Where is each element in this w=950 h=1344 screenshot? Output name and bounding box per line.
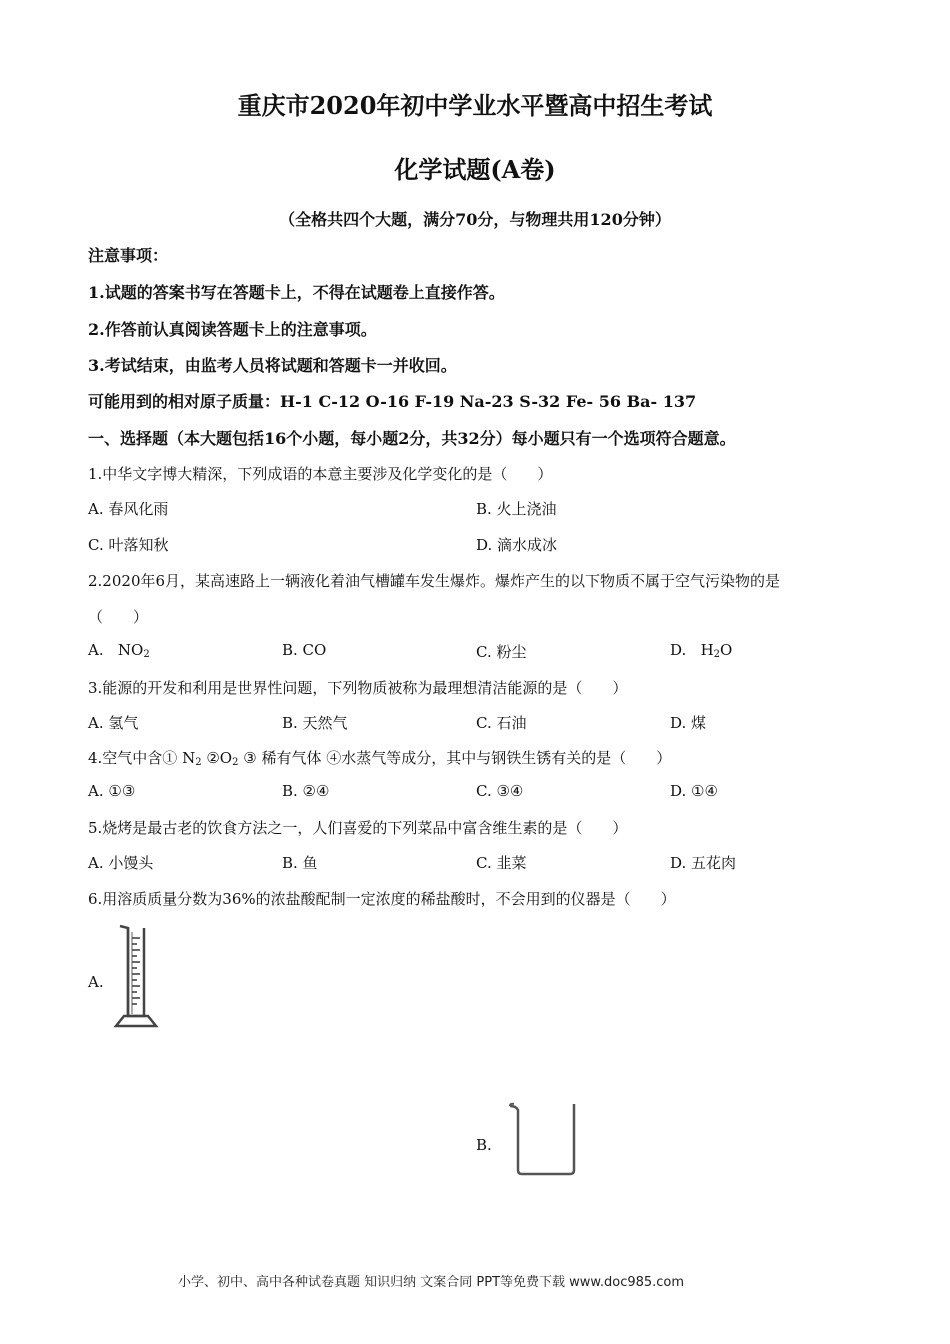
option-b: B. 天然气 <box>282 714 348 732</box>
formula: O <box>720 641 733 659</box>
formula-subscript: 2 <box>143 649 150 660</box>
question-stem: 2.2020年6月，某高速路上一辆液化着油气槽罐车发生爆炸。爆炸产生的以下物质不属于空气污染物的是 <box>88 572 781 590</box>
question-stem: 5.烧烤是最古老的饮食方法之一，人们喜爱的下列菜品中富含维生素的是（ ） <box>88 819 628 837</box>
option-b: B. <box>476 1136 492 1154</box>
option-b: B. CO <box>282 641 327 659</box>
notice-item: 2.作答前认真阅读答题卡上的注意事项。 <box>88 320 377 339</box>
option-c: C. 韭菜 <box>476 854 527 872</box>
stem-part: ②O <box>201 749 233 767</box>
section-heading: 一、选择题（本大题包括16个小题，每小题2分，共32分）每小题只有一个选项符合题意。 <box>88 429 736 448</box>
option-d <box>670 641 732 660</box>
question-stem: 3.能源的开发和利用是世界性问题，下列物质被称为最理想清洁能源的是（ ） <box>88 679 628 697</box>
question-paren: （ ） <box>88 608 149 626</box>
option-a <box>88 641 150 660</box>
option-b: B. ②④ <box>282 782 330 800</box>
exam-subtitle: 化学试题(A卷) <box>394 155 556 184</box>
formula: H <box>700 641 714 659</box>
option-label: D. <box>670 641 687 659</box>
option-d: D. ①④ <box>670 782 718 800</box>
stem-part: 4.空气中含① N <box>88 749 196 767</box>
option-a: A. 小馒头 <box>88 854 154 872</box>
option-d: D. 五花肉 <box>670 854 737 872</box>
graduated-cylinder-icon <box>110 922 162 1030</box>
exam-title: 重庆市2020年初中学业水平暨高中招生考试 <box>237 91 713 120</box>
option-b: B. 鱼 <box>282 854 318 872</box>
option-label: A. <box>88 641 104 659</box>
option-d: D. 滴水成冰 <box>476 536 558 554</box>
option-a: A. 氢气 <box>88 714 139 732</box>
question-stem <box>88 747 671 768</box>
option-c: C. 叶落知秋 <box>88 536 169 554</box>
option-a: A. <box>88 973 104 991</box>
exam-info: （全格共四个大题，满分70分，与物理共用120分钟） <box>279 210 671 229</box>
option-c: C. 粉尘 <box>476 643 527 661</box>
formula-subscript: 2 <box>713 649 721 660</box>
footer-text: 小学、初中、高中各种试卷真题 知识归纳 文案合同 PPT等免费下载 www.doc985.com <box>178 1275 685 1290</box>
atomic-masses: 可能用到的相对原子质量：H-1 C-12 O-16 F-19 Na-23 S-32 Fe- 56 Ba- 137 <box>88 392 697 411</box>
formula-subscript: 2 <box>195 757 202 768</box>
question-stem: 1.中华文字博大精深，下列成语的本意主要涉及化学变化的是（ ） <box>88 465 553 483</box>
option-c: C. ③④ <box>476 782 524 800</box>
formula-subscript: 2 <box>232 757 239 768</box>
option-c: C. 石油 <box>476 714 527 732</box>
stem-part: ③ 稀有气体 ④水蒸气等成分，其中与钢铁生锈有关的是（ ） <box>238 749 672 767</box>
option-d: D. 煤 <box>670 714 707 732</box>
notice-item: 1.试题的答案书写在答题卡上，不得在试题卷上直接作答。 <box>88 283 505 302</box>
notice-item: 3.考试结束，由监考人员将试题和答题卡一并收回。 <box>88 356 457 375</box>
option-a: A. 春风化雨 <box>88 500 169 518</box>
formula: NO <box>117 641 144 659</box>
option-a: A. ①③ <box>88 782 136 800</box>
question-stem: 6.用溶质质量分数为36%的浓盐酸配制一定浓度的稀盐酸时，不会用到的仪器是（ ） <box>88 890 676 908</box>
notice-heading: 注意事项： <box>88 246 169 265</box>
option-b: B. 火上浇油 <box>476 500 557 518</box>
beaker-icon <box>506 1100 578 1178</box>
